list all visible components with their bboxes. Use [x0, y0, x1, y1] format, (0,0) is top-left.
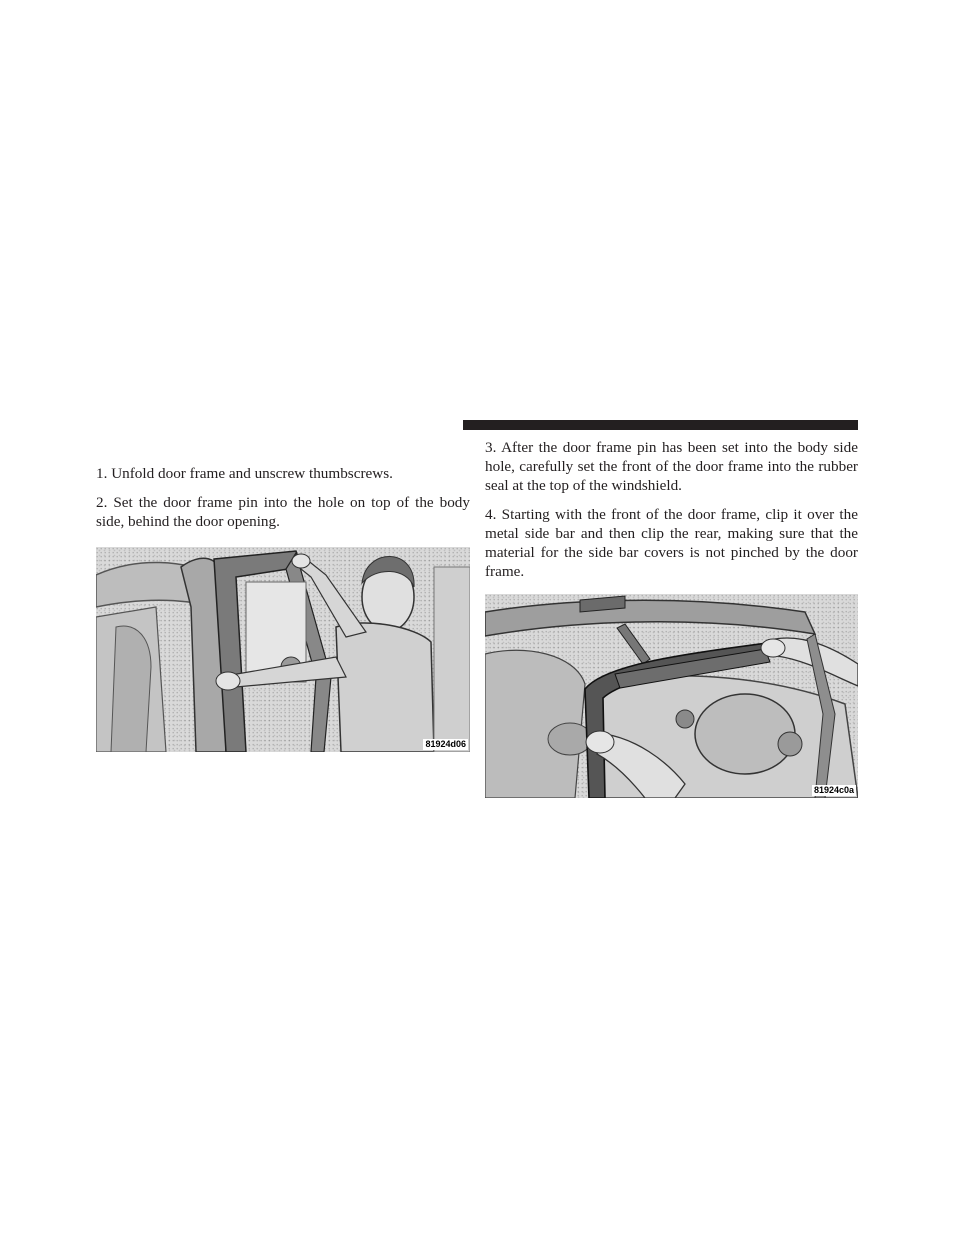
- right-column: [485, 438, 858, 581]
- illustration-clip-door-frame: [485, 594, 858, 798]
- step-1-text: 1. Unfold door frame and unscrew thumbscrews.: [96, 465, 393, 482]
- figure-2-code: 81924c0a: [813, 785, 854, 795]
- illustration-drawing: [485, 594, 858, 798]
- step-4-text: 4. Starting with the front of the door frame, clip it over the metal side bar and then clip the rear, making sure that the material for the side bar covers is not pinched by the door frame.: [485, 506, 858, 580]
- step-3-text: 3. After the door frame pin has been set into the body side hole, carefully set the front of the door frame into the rubber seal at the top of the windshield.: [485, 439, 858, 494]
- section-header-bar: [463, 420, 858, 430]
- step-2-text: 2. Set the door frame pin into the hole on top of the body side, behind the door opening.: [96, 494, 470, 530]
- illustration-install-door-frame-pin: [96, 547, 470, 752]
- figure-1-code: 81924d06: [425, 739, 466, 749]
- left-column: [96, 464, 470, 531]
- illustration-drawing: [96, 547, 470, 752]
